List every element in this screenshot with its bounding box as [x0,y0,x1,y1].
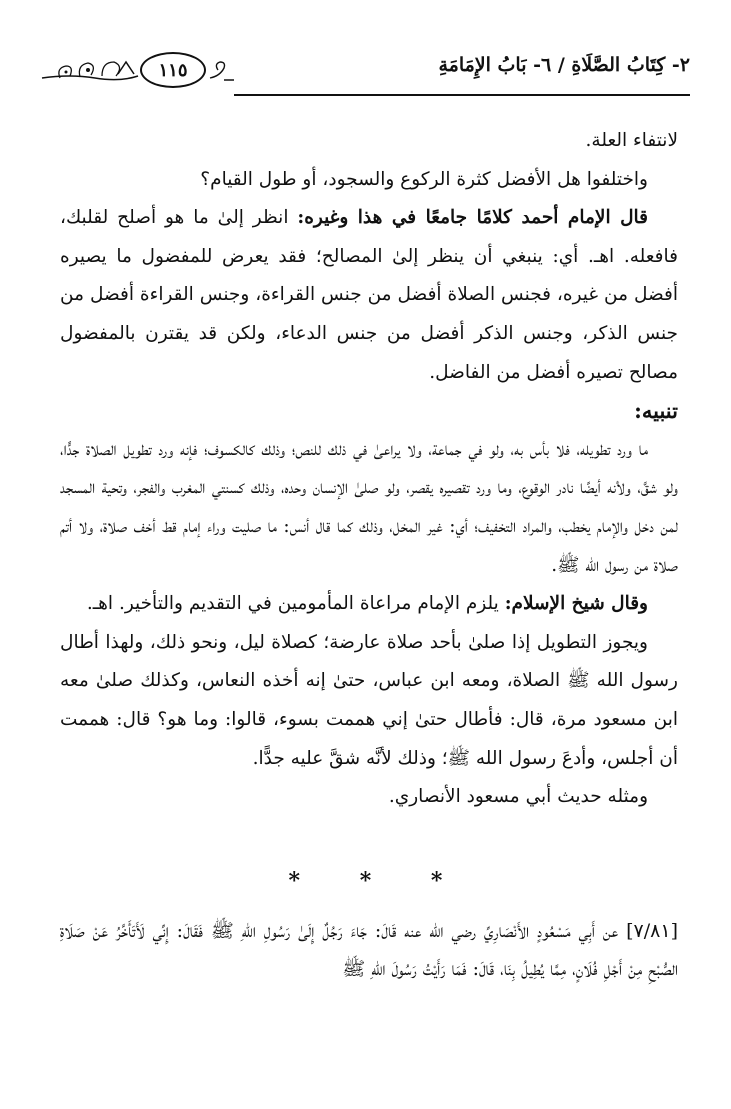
separator-star: * [288,868,301,894]
paragraph [60,585,678,624]
hadith-paragraph [60,912,678,988]
bold-lead: قال الإمام أحمد كلامًا جامعًا في هذا وغيره: [297,207,648,229]
header-rule [234,94,690,96]
page-number-badge [140,52,206,88]
hadith-text: عن أَبِي مَسْعُودٍ الأَنْصَارِيِّ رضي الله عنه قَالَ: جَاءَ رَجُلٌ إِلَىٰ رَسُولِ اللهِ ﷺ فَقَالَ: إِنِّي لَأَتَأَخَّرُ عَنْ صَلَاةِ الصُّبْحِ مِنْ أَجْلِ فُلَانٍ، مِمَّا يُطِيلُ بِنَا، قَالَ: فَمَا رَأَيْتُ رَسُولَ اللهِ ﷺ [60,920,678,980]
paragraph: لانتفاء العلة. [585,130,678,151]
paragraph: ما ورد تطويله، فلا بأس به، ولو في جماعة، ولا يراعىٰ في ذلك للنص؛ وذلك كالكسوف؛ فإنه ورد تطويل الصلاة جدًّا، ولو شقَّ، ولأنه أيضًا نادر الوقوع، وما ورد تقصيره يقصر، ولو صلىٰ الإنسان وحده، وذلك كسنتي المغرب والفجر، وتحية المسجد لمن دخل والإمام يخطب، والمراد التخفيف؛ أي: غير المخل، وذلك كما قال أنس: ما صليت وراء إمام قط أخف صلاة، ولا أتم صلاة من رسول الله ﷺ. [60,438,678,576]
paragraph: ويجوز التطويل إذا صلىٰ بأحد صلاة عارضة؛ كصلاة ليل، ونحو ذلك، ولهذا أطال رسول الله ﷺ الصلاة، ومعه ابن عباس، حتىٰ إنه أخذه النعاس، وكذلك صلىٰ معه ابن مسعود مرة، قال: فأطال حتىٰ إني هممت بسوء، قالوا: وما هو؟ قال: هممت أن أجلس، وأدعَ رسول الله ﷺ؛ وذلك لأنَّه شقَّ عليه جدًّا. [60,631,678,769]
paragraph-text: انظر إلىٰ ما هو أصلح لقلبك، فافعله. اهـ. أي: ينبغي أن ينظر إلىٰ المصالح؛ فقد يعرض للمفضول ما يصيره أفضل من غيره، فجنس الصلاة أفضل من جنس القراءة، وجنس القراءة أفضل من جنس الذكر، وجنس الذكر أفضل من جنس الدعاء، ولكن قد يقترن بالمفضول مصالح تصيره أفضل من الفاضل. [60,207,678,383]
section-separator [0,868,731,898]
paragraph: ومثله حديث أبي مسعود الأنصاري. [388,786,648,808]
bold-lead: وقال شيخ الإسلام: [504,593,648,615]
separator-star: * [359,868,372,894]
paragraph-text: يلزم الإمام مراعاة المأمومين في التقديم والتأخير. اهـ. [86,593,505,615]
running-header [40,46,690,100]
page-number: ١١٥ [158,59,188,81]
chapter-title: ٢- كِتَابُ الصَّلَاةِ / ٦- بَابُ الإِمَامَةِ [438,54,690,76]
main-text [60,122,678,817]
separator-star: * [430,868,443,894]
section-heading: تنبيه: [634,398,678,424]
scroll-ornament-icon [208,56,234,86]
floral-ornament-icon [40,56,140,86]
paragraph [60,199,678,392]
hadith-number: [٧/٨١] [626,920,678,942]
paragraph: واختلفوا هل الأفضل كثرة الركوع والسجود، أو طول القيام؟ [200,168,648,190]
hadith-block [60,912,678,988]
